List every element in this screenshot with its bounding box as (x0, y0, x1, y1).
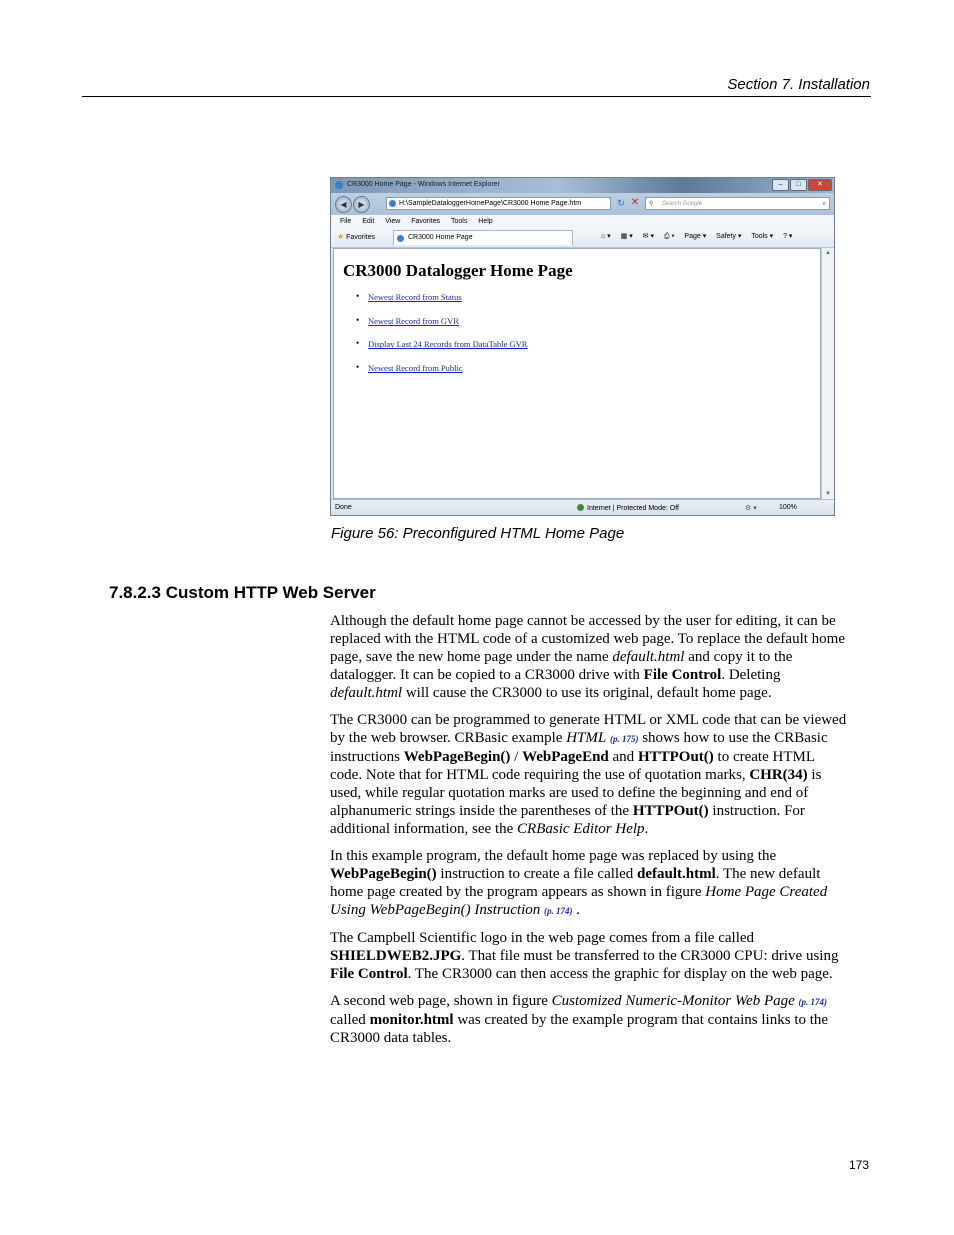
link-status[interactable]: Newest Record from Status (368, 292, 462, 302)
home-icon[interactable]: ⌂ ▾ (601, 233, 611, 240)
search-go-icon[interactable]: ⌕ (822, 201, 826, 207)
section-heading: 7.8.2.3 Custom HTTP Web Server (109, 583, 376, 602)
page-heading: CR3000 Datalogger Home Page (343, 261, 573, 280)
menu-file[interactable]: File (340, 218, 352, 225)
status-text: Done (335, 504, 352, 511)
title-bar (331, 178, 834, 193)
page-menu[interactable]: Page ▾ (684, 233, 707, 240)
page-ref-link[interactable]: (p. 175) (609, 734, 639, 744)
paragraph-3: In this example program, the default home page was replaced by using the WebPageBegin() instruction to create a file called default.html. The new default home page created by the program appears as shown in figure Home Page Created Using WebPageBegin() Instruction (p. 174) . (330, 848, 828, 918)
tools-menu[interactable]: Tools ▾ (751, 233, 774, 240)
protected-mode-icon[interactable]: ⚙ ▾ (745, 505, 757, 512)
zoom-level[interactable]: 100% (779, 504, 797, 511)
menu-tools[interactable]: Tools (451, 218, 468, 225)
address-bar[interactable] (386, 197, 611, 210)
link-list (354, 292, 527, 387)
forward-icon[interactable]: ▶ (353, 196, 370, 213)
address-row (331, 193, 834, 215)
paragraph-5: A second web page, shown in figure Customized Numeric-Monitor Web Page (p. 174) called monitor.html was created by the example program that contains links to the CR3000 data tables. (330, 993, 829, 1046)
search-placeholder: Search Google (662, 201, 703, 207)
list-item (354, 292, 527, 316)
favorites-button[interactable] (337, 232, 375, 241)
favorites-bar (331, 228, 834, 248)
window-title: CR3000 Home Page - Windows Internet Explorer (347, 181, 500, 188)
menu-view[interactable]: View (385, 218, 401, 225)
page-ref-link[interactable]: (p. 174) (798, 997, 828, 1007)
mail-icon[interactable]: ✉ ▾ (642, 233, 654, 240)
link-public[interactable]: Newest Record from Public (368, 363, 463, 374)
print-icon[interactable]: ⎙ ▾ (663, 233, 675, 240)
body-text (330, 612, 850, 1056)
scroll-up-icon[interactable]: ▲ (825, 250, 831, 256)
page-ref-link[interactable]: (p. 174) (544, 906, 573, 916)
back-icon[interactable]: ◀ (335, 196, 352, 213)
close-icon[interactable]: ✕ (808, 179, 832, 191)
menu-help[interactable]: Help (478, 218, 493, 225)
browser-tab[interactable] (393, 230, 573, 245)
menu-bar (331, 215, 834, 229)
link-last-24[interactable]: Display Last 24 Records from DataTable GVR (368, 339, 528, 350)
figure-caption: Figure 56: Preconfigured HTML Home Page (331, 525, 625, 542)
feeds-icon[interactable]: ▦ ▾ (620, 233, 633, 240)
ie-icon (335, 181, 343, 189)
security-zone (577, 504, 679, 512)
page-icon (389, 200, 396, 207)
running-header: Section 7. Installation (727, 76, 870, 93)
search-icon: ⚲ (649, 201, 654, 207)
refresh-icon[interactable]: ↻ (617, 198, 625, 208)
list-item (354, 316, 527, 340)
paragraph-2: The CR3000 can be programmed to generate HTML or XML code that can be viewed by the web browser. CRBasic example HTML (p. 175) shows how to use the CRBasic instructions WebPageBegin() / WebPageEnd and HTTPOut() to create HTML code. Note that for HTML code requiring the use of quotation marks, CHR(34) is used, while regular quotation marks are used to define the beginning and end of alphanumeric strings inside the parentheses of the HTTPOut() instruction. For additional information, see the CRBasic Editor Help. (330, 712, 847, 837)
minimize-icon[interactable]: – (772, 179, 789, 191)
safety-menu[interactable]: Safety ▾ (716, 233, 742, 240)
stop-icon[interactable]: ✕ (630, 197, 640, 208)
star-icon: ★ (337, 232, 345, 241)
help-icon[interactable]: ? ▾ (783, 233, 793, 240)
status-bar (331, 499, 834, 516)
link-gvr[interactable]: Newest Record from GVR (368, 315, 459, 326)
page-number: 173 (848, 1158, 869, 1172)
address-text: H:\SampleDataloggerHomePage\CR3000 Home Page.htm (399, 200, 582, 207)
window-controls (772, 179, 832, 191)
scroll-down-icon[interactable]: ▼ (825, 491, 831, 497)
tab-page-icon (397, 235, 404, 242)
vertical-scrollbar[interactable] (821, 248, 834, 499)
browser-screenshot (330, 177, 835, 516)
maximize-icon[interactable]: □ (790, 179, 807, 191)
tab-label: CR3000 Home Page (408, 234, 473, 241)
menu-edit[interactable]: Edit (362, 218, 375, 225)
menu-favorites[interactable]: Favorites (411, 218, 441, 225)
favorites-label: Favorites (346, 234, 375, 241)
header-rule (82, 96, 871, 97)
list-item (354, 339, 527, 363)
command-bar (601, 232, 800, 241)
list-item (354, 363, 527, 387)
paragraph-1: Although the default home page cannot be accessed by the user for editing, it can be replaced with the HTML code of a customized web page. To replace the default home page, save the new home page under the name default.html and copy it to the datalogger. It can be copied to a CR3000 drive with File Control. Deleting default.html will cause the CR3000 to use its original, default home page. (330, 613, 845, 701)
page-content (333, 248, 821, 499)
paragraph-4: The Campbell Scientific logo in the web page comes from a file called SHIELDWEB2.JPG. That file must be transferred to the CR3000 CPU: drive using File Control. The CR3000 can then access the graphic for display on the web page. (330, 930, 839, 982)
globe-icon (577, 504, 584, 511)
zone-text: Internet | Protected Mode: Off (587, 505, 679, 512)
search-box[interactable] (645, 197, 830, 210)
